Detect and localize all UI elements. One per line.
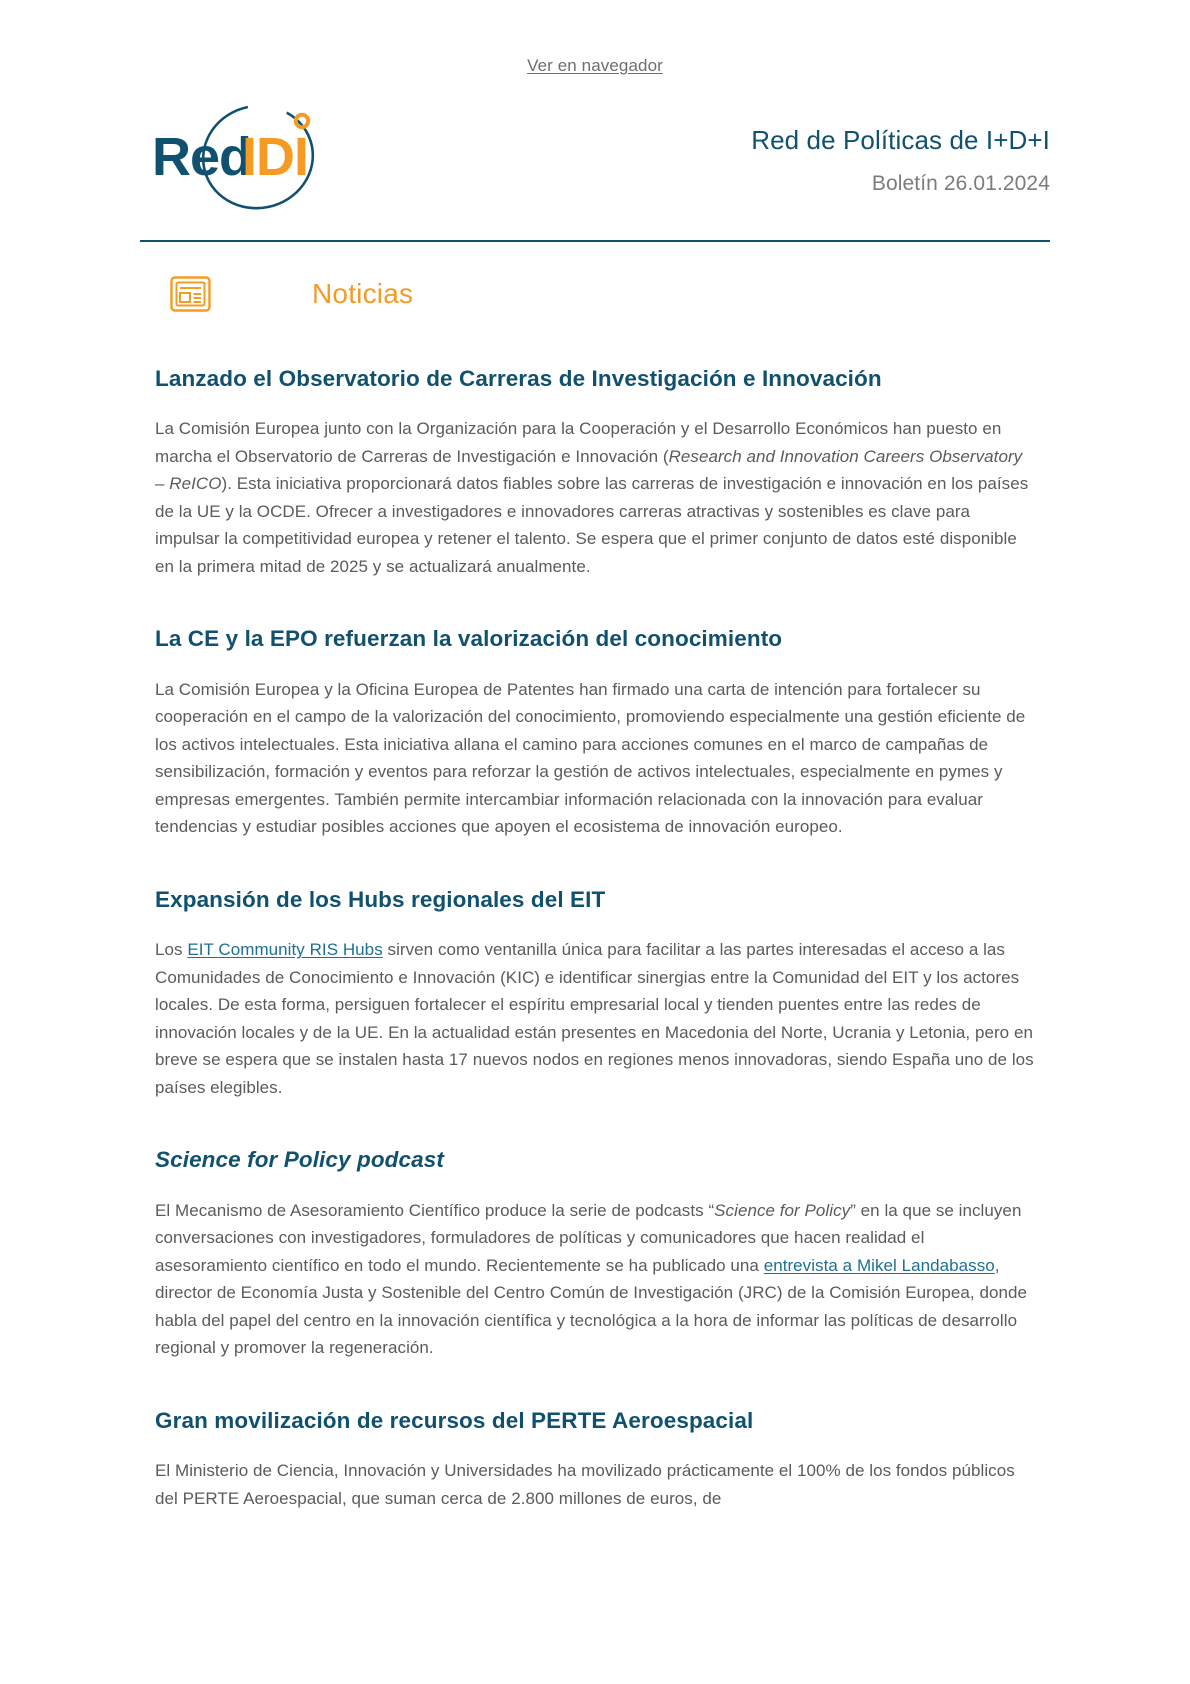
svg-text:Red: Red	[152, 127, 252, 187]
body-text: Los	[155, 940, 188, 960]
articles-container	[0, 316, 1190, 1512]
article-body	[155, 1457, 1035, 1512]
article-link[interactable]: EIT Community RIS Hubs	[187, 940, 383, 960]
article-title: Science for Policy podcast	[155, 1147, 444, 1173]
bulletin-date: Boletín 26.01.2024	[871, 172, 1050, 196]
redidi-logo[interactable]	[140, 102, 390, 212]
view-in-browser-link[interactable]: Ver en navegador	[527, 56, 663, 75]
article-item	[155, 580, 1035, 840]
article-body	[155, 415, 1035, 580]
newspaper-icon	[168, 272, 214, 316]
body-text: ). Esta iniciativa proporcionará datos fiables sobre las carreras de investigación e innovación en los países de la UE y la OCDE. Ofrecer a investigadores e innovadores carreras atractivas y sostenibles es clave para impulsar la competitividad europea y retener el talento. Se espera que el primer conjunto de datos esté disponible en la primera mitad de 2025 y se actualizará anualmente.	[155, 474, 1029, 576]
article-title: Expansión de los Hubs regionales del EIT	[155, 886, 606, 912]
section-title: Noticias	[312, 278, 414, 309]
article-body	[155, 936, 1035, 1101]
section-header-noticias	[0, 242, 1190, 316]
article-title: Gran movilización de recursos del PERTE Aeroespacial	[155, 1407, 754, 1433]
article-title: Lanzado el Observatorio de Carreras de Investigación e Innovación	[155, 366, 882, 391]
body-text: , director de Economía Justa y Sostenible del Centro Común de Investigación (JRC) de la Comisión Europea, donde habla del papel del centro en la innovación científica y tecnológica a la hora de informar las políticas de desarrollo regional y promover la regeneración.	[155, 1255, 1027, 1358]
body-text: La Comisión Europea y la Oficina Europea de Patentes han firmado una carta de intención para fortalecer su cooperación en el campo de la valorización del conocimiento, promoviendo especialmente una gestión eficiente de los activos intelectuales. Esta iniciativa allana el camino para acciones comunes en el marco de campañas de sensibilización, formación y eventos para reforzar la gestión de activos intelectuales, especialmente en pymes y empresas emergentes. También permite intercambiar información relacionada con la innovación para evaluar tendencias y estudiar posibles acciones que apoyen el ecosistema de innovación europeo.	[155, 679, 1026, 837]
emphasis-text: Research and Innovation Careers Observatory – ReICO	[155, 446, 1023, 494]
newsletter-header	[0, 86, 1190, 212]
preheader	[0, 0, 1190, 86]
body-text: ” en la que se incluyen conversaciones con investigadores, formuladores de políticas y comunicadores que hacen realidad el asesoramiento científico en todo el mundo. Recientemente se ha publicado una	[155, 1200, 1022, 1275]
header-titles	[390, 118, 1050, 197]
body-text: sirven como ventanilla única para facilitar a las partes interesadas el acceso a las Comunidades de Conocimiento e Innovación (KIC) e identificar sinergias entre la Comunidad del EIT y los actores locales. De esta forma, persiguen fortalecer el espíritu empresarial local y tienden puentes entre las redes de innovación locales y de la UE. En la actualidad están presentes en Macedonia del Norte, Ucrania y Letonia, pero en breve se espera que se instalen hasta 17 nuevos nodos en regiones menos innovadoras, siendo España uno de los países elegibles.	[155, 940, 1034, 1097]
article-item	[155, 316, 1035, 580]
article-item	[155, 841, 1035, 1101]
emphasis-text: Science for Policy	[714, 1200, 851, 1220]
article-body	[155, 676, 1035, 841]
article-title: La CE y la EPO refuerzan la valorización del conocimiento	[155, 626, 783, 652]
article-body	[155, 1197, 1035, 1362]
body-text: La Comisión Europea junto con la Organización para la Cooperación y el Desarrollo Económicos han puesto en marcha el Observatorio de Carreras de Investigación e Innovación (	[155, 419, 1002, 466]
article-item	[155, 1362, 1035, 1512]
article-link[interactable]: entrevista a Mikel Landabasso	[763, 1255, 995, 1275]
page-title: Red de Políticas de I+D+I	[751, 124, 1050, 155]
body-text: El Ministerio de Ciencia, Innovación y Universidades ha movilizado prácticamente el 100% de los fondos públicos del PERTE Aeroespacial, que suman cerca de 2.800 millones de euros, de	[155, 1461, 1015, 1508]
body-text: El Mecanismo de Asesoramiento Científico produce la serie de podcasts “	[155, 1200, 715, 1220]
article-item	[155, 1101, 1035, 1361]
svg-text:IDI: IDI	[242, 127, 309, 187]
